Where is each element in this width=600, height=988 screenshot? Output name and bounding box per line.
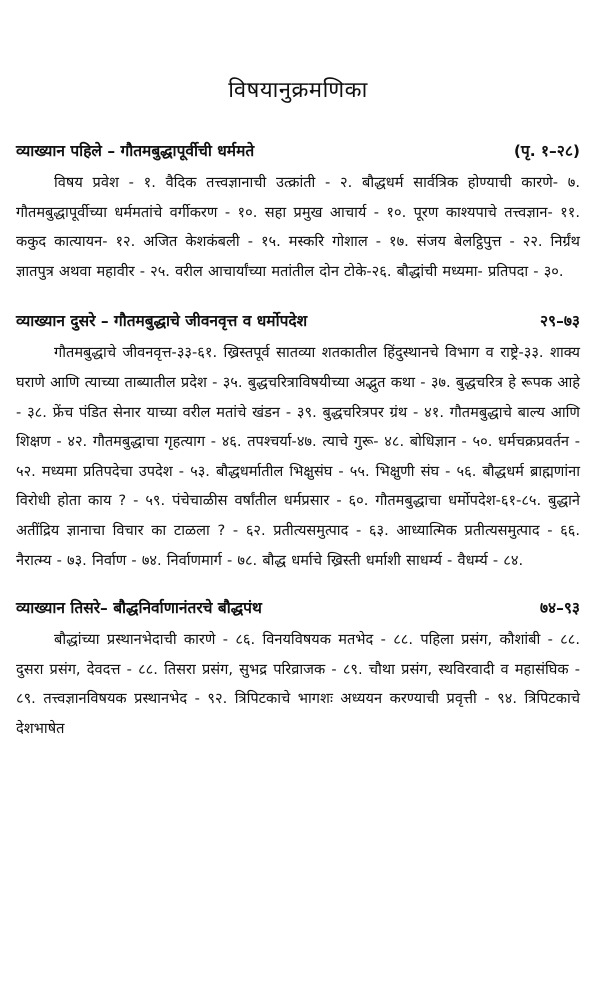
page-title: विषयानुक्रमणिका (228, 78, 368, 103)
lecture-section-2 (16, 310, 580, 575)
lecture-section-3 (16, 597, 580, 743)
lecture-heading (16, 597, 580, 619)
lecture-heading (16, 140, 580, 162)
lecture-title: व्याख्यान पहिले – गौतमबुद्धापूर्वीची धर्ममते (16, 142, 255, 160)
lecture-contents: गौतमबुद्धाचे जीवनवृत्त-३३-६१. ख्रिस्तपूर्व सातव्या शतकातील हिंदुस्थानचे विभाग व राष्ट्रे-३३. शाक्य घराणे आणि त्याच्या ताब्यातील प्रदेश - ३५. बुद्धचरित्राविषयीच्या अद्भुत कथा - ३७. बुद्धचरित्र हे रूपक आहे - ३८. फ्रेंच पंडित सेनार याच्या वरील मतांचे खंडन - ३९. बुद्धचरित्रपर ग्रंथ - ४१. गौतमबुद्धाचे बाल्य आणि शिक्षण - ४२. गौतमबुद्धाचा गृहत्याग - ४६. तपश्चर्या-४७. त्याचे गुरू- ४८. बोधिज्ञान - ५०. धर्मचक्रप्रवर्तन - ५२. मध्यमा प्रतिपदेचा उपदेश - ५३. बौद्धधर्मातील भिक्षुसंघ - ५५. भिक्षुणी संघ - ५६. बौद्धधर्म ब्राह्मणांना विरोधी होता काय ? - ५९. पंचेचाळीस वर्षांतील धर्मप्रसार - ६०. गौतमबुद्धाचा धर्मोपदेश-६१-८५. बुद्धाने अतींद्रिय ज्ञानाचा विचार का टाळला ? - ६२. प्रतीत्यसमुत्पाद - ६३. आध्यात्मिक प्रतीत्यसमुत्पाद - ६६. नैरात्म्य - ७३. निर्वाण - ७४. निर्वाणमार्ग - ७८. बौद्ध धर्माचे ख्रिस्ती धर्माशी साधर्म्य - वैधर्म्य - ८४. (16, 344, 580, 569)
lecture-title: व्याख्यान दुसरे – गौतमबुद्धाचे जीवनवृत्त व धर्मोपदेश (16, 312, 308, 331)
lecture-page-range: ७४–९३ (540, 599, 580, 618)
lecture-contents: विषय प्रवेश - १. वैदिक तत्त्वज्ञानाची उत्क्रांती - २. बौद्धधर्म सार्वत्रिक होण्याची कारणे- ७. गौतमबुद्धापूर्वीच्या धर्ममतांचे वर्गीकरण - १०. सहा प्रमुख आचार्य - १०. पूरण काश्यपाचे तत्त्वज्ञान- ११. ककुद कात्यायन- १२. अजित केशकंबली - १५. मस्करि गोशाल - १७. संजय बेलट्ठिपुत्त - २२. निर्ग्रंथ ज्ञातपुत्र अथवा महावीर - २५. वरील आचार्यांच्या मतांतील दोन टोके-२६. बौद्धांची मध्यमा- प्रतिपदा - ३०. (16, 174, 580, 280)
lecture-heading (16, 310, 580, 332)
lecture-page-range: (पृ. १–२८) (513, 142, 580, 160)
lecture-section-1 (16, 140, 580, 286)
lecture-page-range: २९–७३ (540, 312, 580, 331)
lecture-contents: बौद्धांच्या प्रस्थानभेदाची कारणे - ८६. विनयविषयक मतभेद - ८८. पहिला प्रसंग, कौशांबी - ८८. दुसरा प्रसंग, देवदत्त - ८८. तिसरा प्रसंग, सुभद्र परिव्राजक - ८९. चौथा प्रसंग, स्थविरवादी व महासंघिक - ८९. तत्त्वज्ञानविषयक प्रस्थानभेद - ९२. त्रिपिटकाचे भागशः अध्ययन करण्याची प्रवृत्ती - ९४. त्रिपिटकाचे देशभाषेत (16, 631, 580, 737)
lecture-title: व्याख्यान तिसरे– बौद्धनिर्वाणानंतरचे बौद्धपंथ (16, 599, 262, 618)
